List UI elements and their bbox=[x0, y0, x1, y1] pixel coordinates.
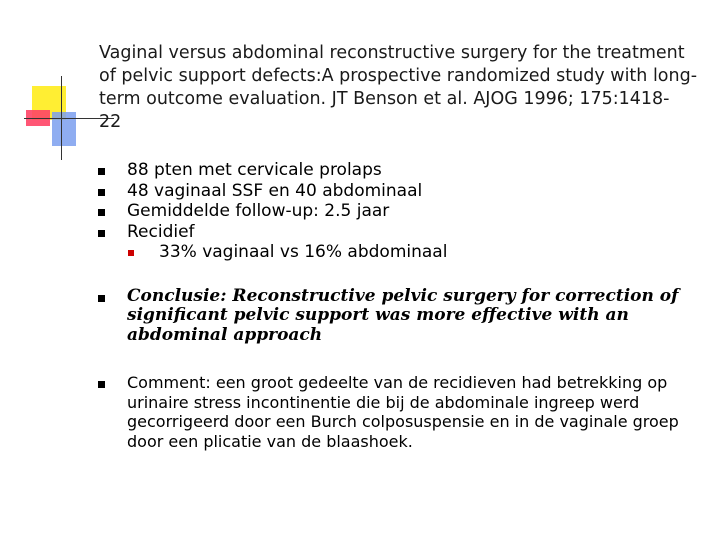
logo-line-vertical bbox=[61, 76, 62, 160]
slide-title: Vaginal versus abdominal reconstructive surgery for the treatment of pelvic support defects:A prospective randomized study with long- term outcome evaluation. JT Benson et al. AJOG 1996; 175:1418- 22 bbox=[99, 43, 698, 132]
conclusion-item bbox=[98, 287, 708, 346]
bullet-square-icon bbox=[98, 168, 105, 175]
bullet-text: 48 vaginaal SSF en 40 abdominaal bbox=[127, 180, 423, 201]
bullet-square-icon bbox=[98, 381, 105, 388]
sub-bullet-item bbox=[98, 242, 708, 263]
bullet-text: 88 pten met cervicale prolaps bbox=[127, 160, 382, 180]
bullet-item bbox=[98, 160, 708, 181]
bullet-square-icon bbox=[98, 230, 105, 237]
comment-text: Comment: een groot gedeelte van de recidieven had betrekking op urinaire stress incontinentie die bij de abdominale ingreep werd gecorrigeerd door een Burch colposuspensie en in de vaginale groep door een plicatie van de blaashoek. bbox=[127, 373, 679, 451]
sub-bullet-text: 33% vaginaal vs 16% abdominaal bbox=[159, 242, 448, 262]
bullet-text: Gemiddelde follow-up: 2.5 jaar bbox=[127, 201, 390, 221]
comment-item bbox=[98, 373, 708, 451]
bullet-list bbox=[98, 160, 708, 451]
conclusion-text: Conclusie: Reconstructive pelvic surgery for correction of significant pelvic support was more effective with an abdominal approach bbox=[127, 285, 679, 345]
bullet-item bbox=[98, 201, 708, 222]
bullet-item bbox=[98, 181, 708, 202]
bullet-square-icon bbox=[98, 189, 105, 196]
sub-bullet-square-icon bbox=[128, 250, 134, 256]
bullet-square-icon bbox=[98, 209, 105, 216]
bullet-square-icon bbox=[98, 295, 105, 302]
bullet-item bbox=[98, 222, 708, 243]
bullet-text: Recidief bbox=[127, 221, 195, 242]
